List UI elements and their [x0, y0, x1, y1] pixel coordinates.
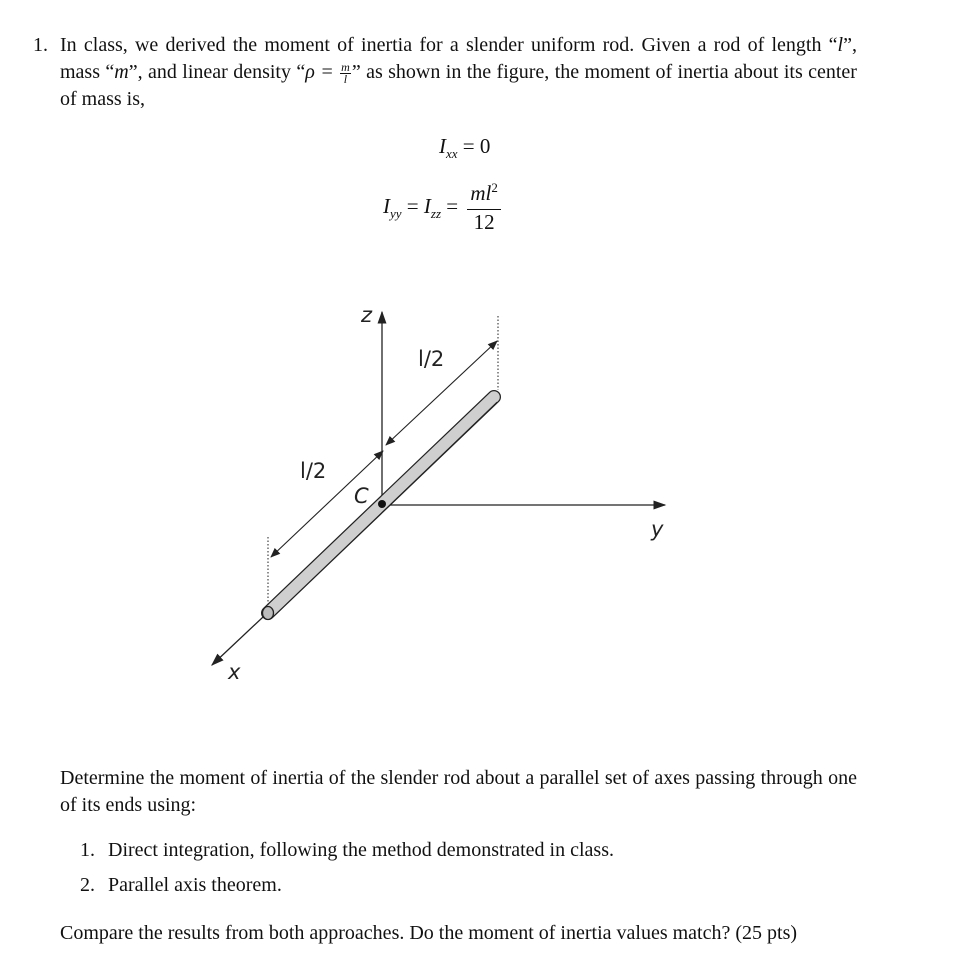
problem-number: 1.	[33, 34, 48, 56]
density-fraction: $\frac{m}{l}$	[341, 59, 350, 86]
equation-ixx: $I_{xx} = 0$	[439, 134, 491, 161]
compare-question: Compare the results from both approaches. Do the moment of inertia values match? (25 pts)	[60, 922, 798, 944]
x-axis-label: x	[228, 660, 241, 684]
rod	[263, 397, 498, 620]
list-item: 1. Direct integration, following the method demonstrated in class.	[80, 839, 614, 861]
inertia-fraction: $\frac{ml^2}{12}$	[467, 182, 501, 234]
z-axis-label: z	[361, 303, 373, 327]
dimension-label-lower: l/2	[300, 459, 327, 483]
task-statement: Determine the moment of inertia of the slender rod about a parallel set of axes passing through one of its ends using:	[60, 767, 857, 816]
center-label: C	[354, 484, 369, 508]
list-item: 2. Parallel axis theorem.	[80, 874, 282, 896]
equation-iyy-izz: $I_{yy} = I_{zz}$ = $\frac{ml^2}{12}$	[383, 182, 501, 234]
dimension-label-upper: l/2	[418, 347, 445, 371]
problem-statement: 1. In class, we derived the moment of inertia for a slender uniform rod. Given a rod of length “l”, mass “m”, and linear density “ρ = $\frac{m}{l}$ ” as shown in the figure, the moment of inertia about its center of mass is,	[33, 34, 857, 110]
y-axis-label: y	[651, 517, 664, 541]
center-of-mass-dot	[378, 500, 386, 508]
